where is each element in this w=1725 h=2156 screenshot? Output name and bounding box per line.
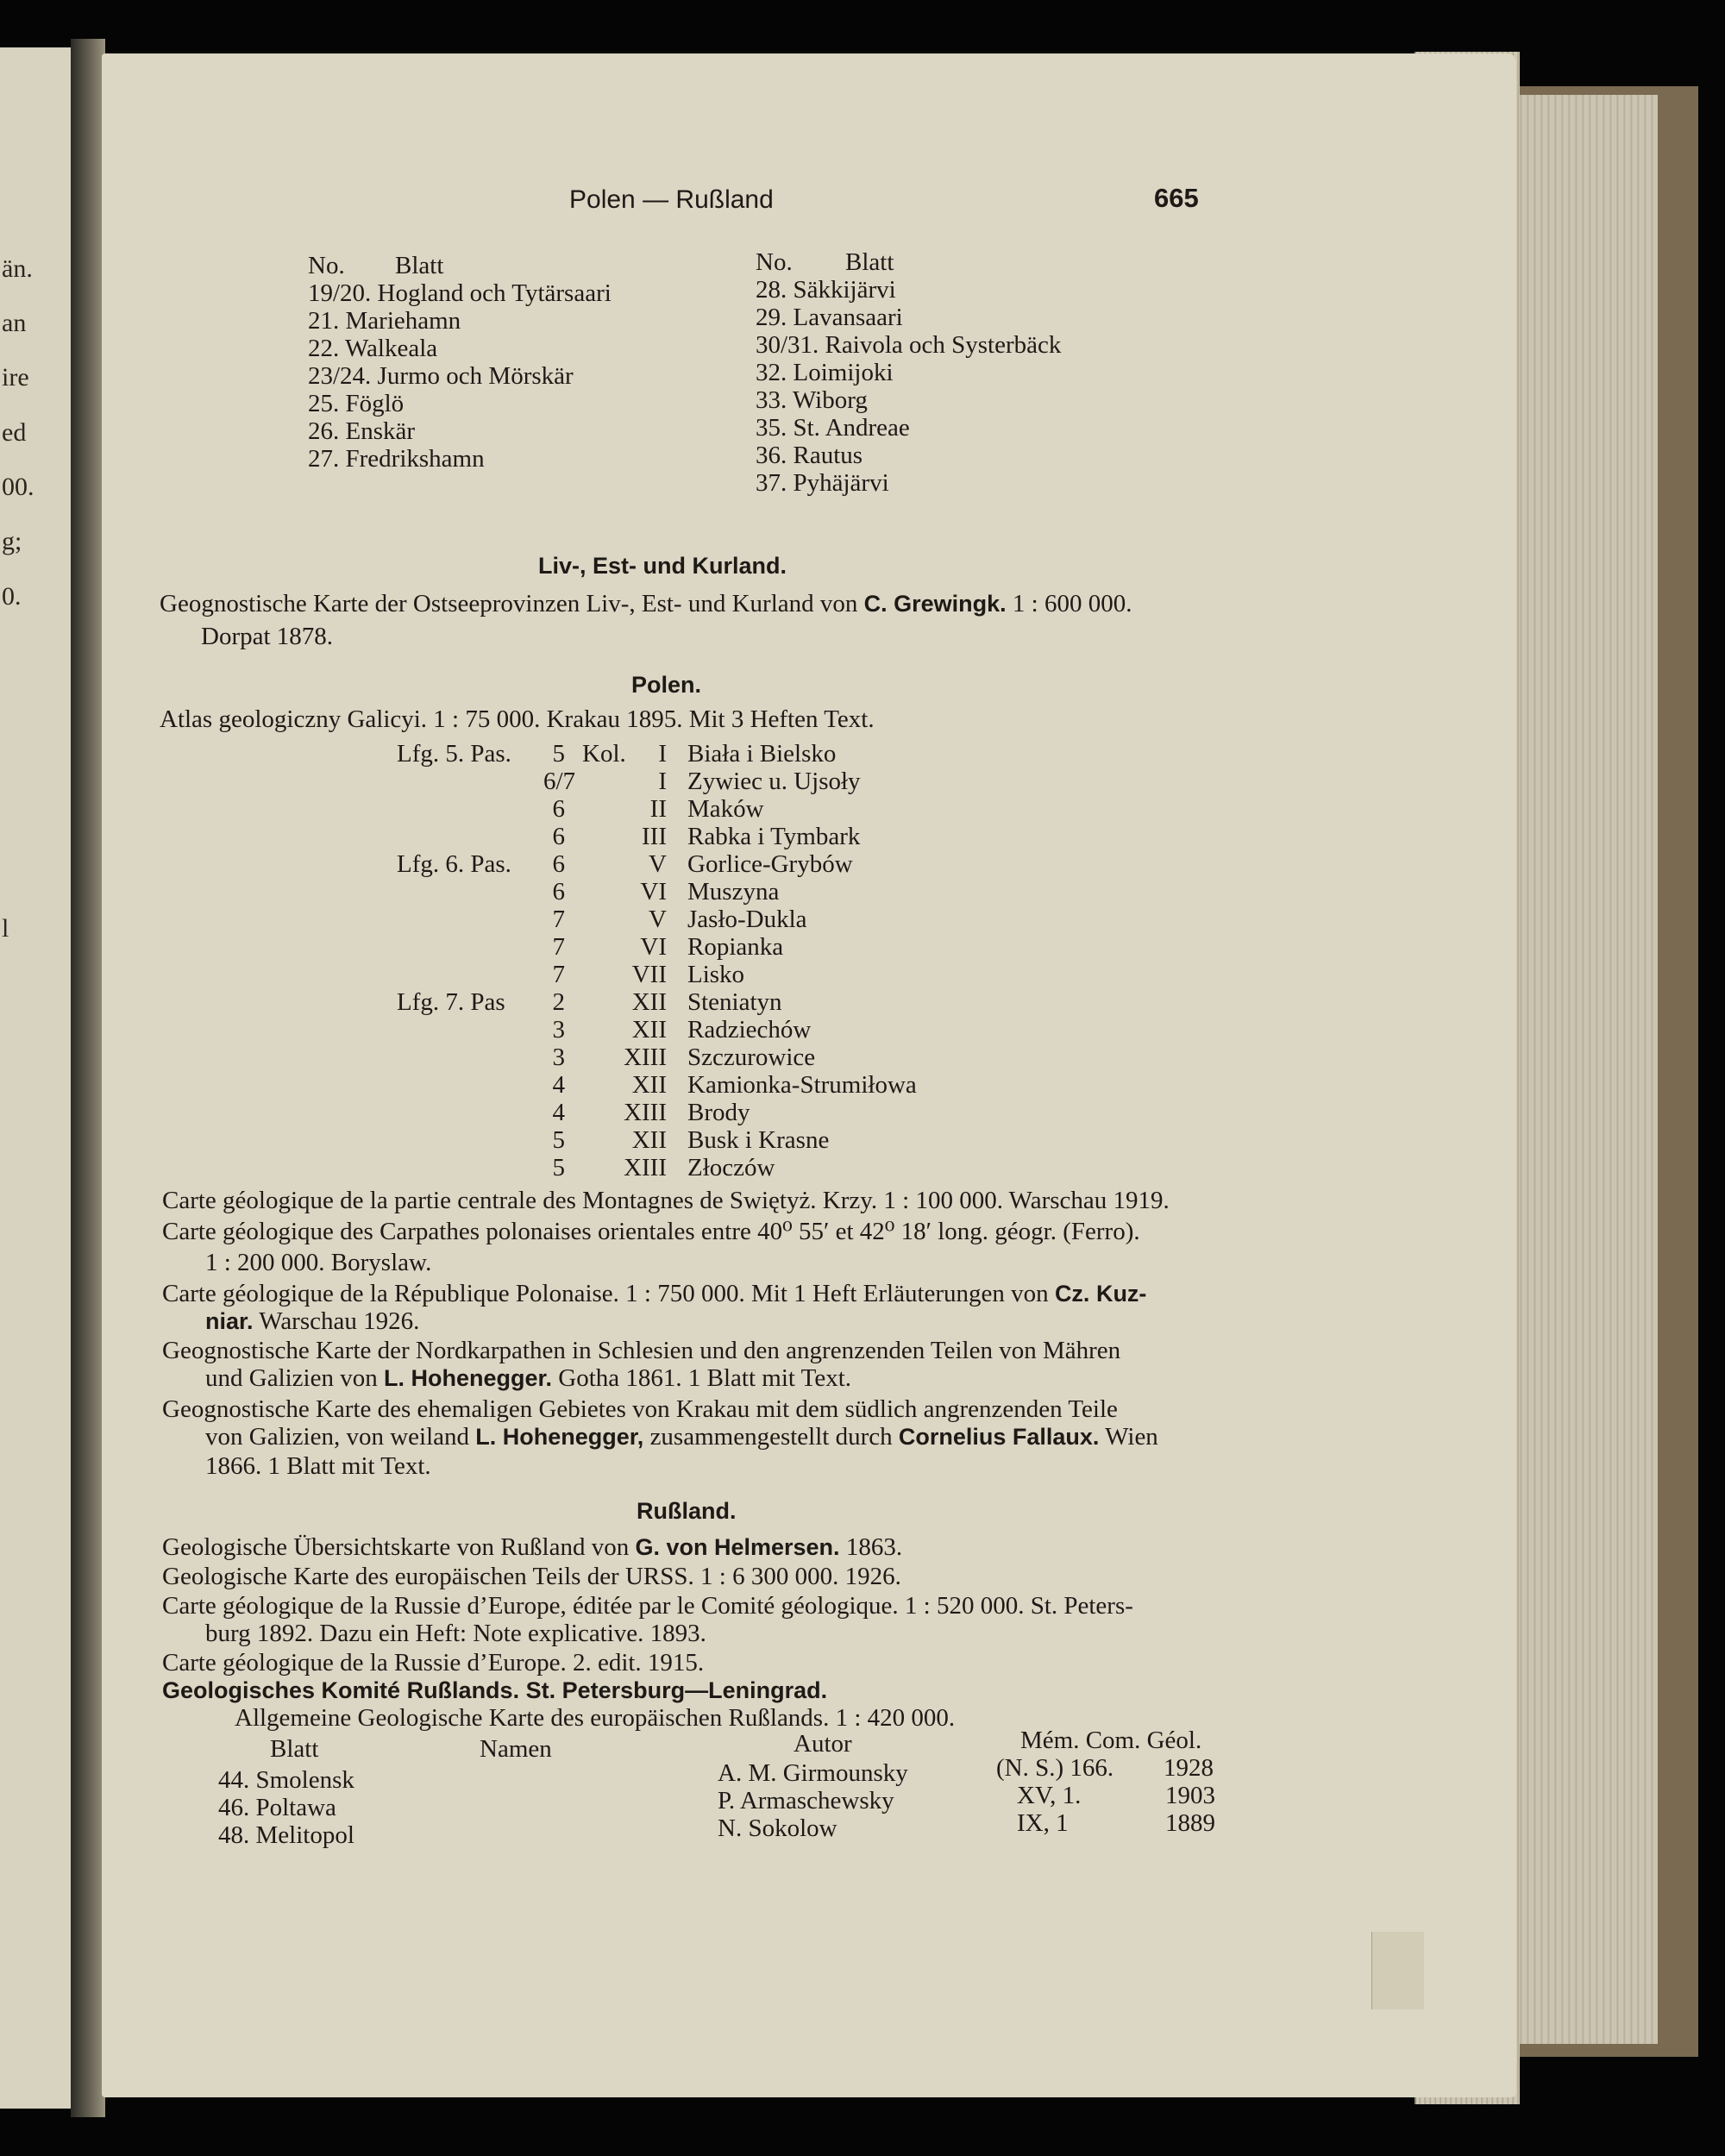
section-heading-livland: Liv-, Est- und Kurland. xyxy=(538,553,787,579)
sheet-name: Busk i Krasne xyxy=(687,1126,830,1154)
list-item: 25. Föglö xyxy=(308,390,405,417)
prev-page-fragment: 0. xyxy=(2,582,22,611)
sheet-kol: VII xyxy=(631,961,667,988)
sheet-pas: 7 xyxy=(552,961,565,988)
sheet-name: Muszyna xyxy=(687,878,780,906)
sheet-name: Maków xyxy=(687,795,764,823)
bib-entry: Geologisches Komité Rußlands. St. Petersburg—Leningrad. xyxy=(162,1677,828,1703)
sheet-name: Radziechów xyxy=(687,1016,812,1044)
entry-text: 1 : 600 000. xyxy=(1012,590,1132,617)
bib-entry: Carte géologique de la Russie d’Europe. 2. edit. 1915. xyxy=(162,1649,705,1677)
author-name: Cornelius Fallaux. xyxy=(898,1424,1100,1450)
sheet-name: Biała i Bielsko xyxy=(687,740,837,768)
list-item: 21. Mariehamn xyxy=(308,307,461,335)
sheet-kol: VI xyxy=(640,933,667,961)
bib-entry: Allgemeine Geologische Karte des europäischen Rußlands. 1 : 420 000. xyxy=(235,1704,956,1732)
bib-entry xyxy=(160,590,1132,617)
sheet-kol: XII xyxy=(631,1126,667,1154)
sheet-pas: 6 xyxy=(552,823,565,850)
list-item: 19/20. Hogland och Tytärsaari xyxy=(308,279,612,307)
previous-page-edge xyxy=(0,47,72,2109)
entry-text: von Galizien, von weiland xyxy=(205,1423,470,1451)
sheet-pas: 6 xyxy=(552,795,565,823)
prev-page-fragment: 00. xyxy=(2,473,34,501)
sheet-kol: XII xyxy=(631,1016,667,1044)
sheet-pas: 4 xyxy=(552,1099,565,1126)
sheet-kol: VI xyxy=(640,878,667,906)
list-item: 33. Wiborg xyxy=(756,386,868,414)
table-cell-blatt: 48. Melitopol xyxy=(218,1821,354,1849)
entry-text: 1866. 1 Blatt mit Text. xyxy=(205,1452,431,1480)
sheet-pas: 3 xyxy=(552,1044,565,1071)
table-cell-autor: A. M. Girmounsky xyxy=(718,1759,908,1787)
prev-page-fragment: ed xyxy=(2,418,27,447)
list-item: 29. Lavansaari xyxy=(756,304,903,331)
prev-page-fragment: l xyxy=(2,914,9,943)
bib-entry: Carte géologique de la partie centrale des Montagnes de Swiętyż. Krzy. 1 : 100 000. Warschau 1919. xyxy=(162,1187,1170,1214)
list-item: 35. St. Andreae xyxy=(756,414,910,442)
sheet-name: Rabka i Tymbark xyxy=(687,823,861,850)
entry-text: Carte géologique de la République Polonaise. 1 : 750 000. Mit 1 Heft Erläuterungen von xyxy=(162,1280,1049,1307)
bib-entry xyxy=(162,1280,1146,1307)
sheet-lfg: Lfg. 6. Pas. xyxy=(397,850,511,878)
list-item: 37. Pyhäjärvi xyxy=(756,469,889,497)
table-cell-autor: N. Sokolow xyxy=(718,1814,837,1842)
sheet-name: Steniatyn xyxy=(687,988,782,1016)
page-number: 665 xyxy=(1154,183,1199,213)
sheet-kol: V xyxy=(649,906,667,933)
prev-page-fragment: g; xyxy=(2,527,22,555)
sheet-lfg: Lfg. 7. Pas xyxy=(397,988,505,1016)
list-header-no: No. xyxy=(308,252,345,279)
list-item: 23/24. Jurmo och Mörskär xyxy=(308,362,574,390)
sheet-pas: 5 xyxy=(552,1126,565,1154)
section-heading-russland: Rußland. xyxy=(637,1498,737,1524)
table-cell-year: 1889 xyxy=(1165,1809,1215,1837)
sheet-kol: XIII xyxy=(624,1044,667,1071)
bib-entry: Carte géologique de la Russie d’Europe, éditée par le Comité géologique. 1 : 520 000. St. Peters- xyxy=(162,1592,1133,1620)
table-cell-year: 1928 xyxy=(1164,1754,1214,1782)
sheet-name: Jasło-Dukla xyxy=(687,906,807,933)
sheet-name: Złoczów xyxy=(687,1154,775,1181)
entry-line xyxy=(205,1307,419,1335)
entry-text: 1863. xyxy=(845,1533,903,1561)
sheet-name: Zywiec u. Ujsoły xyxy=(687,768,861,795)
entry-text: Gotha 1861. 1 Blatt mit Text. xyxy=(558,1364,852,1392)
sheet-kol: XII xyxy=(631,988,667,1016)
book-gutter xyxy=(71,39,105,2117)
sheet-pas: 4 xyxy=(552,1071,565,1099)
table-cell-mem: (N. S.) 166. xyxy=(996,1754,1114,1782)
sheet-kol: XIII xyxy=(624,1099,667,1126)
author-name: L. Hohenegger, xyxy=(475,1424,644,1450)
sheet-name: Szczurowice xyxy=(687,1044,816,1071)
table-cell-mem: IX, 1 xyxy=(1017,1809,1069,1837)
sheet-name: Ropianka xyxy=(687,933,784,961)
sheet-kol: III xyxy=(642,823,667,850)
bib-entry: Atlas geologiczny Galicyi. 1 : 75 000. Krakau 1895. Mit 3 Heften Text. xyxy=(160,705,875,733)
bib-entry: Geognostische Karte der Nordkarpathen in Schlesien und den angrenzenden Teilen von Mähren xyxy=(162,1337,1121,1364)
sheet-pas: 3 xyxy=(552,1016,565,1044)
sheet-pas: 5 xyxy=(552,740,565,768)
list-item: 27. Fredrikshamn xyxy=(308,445,485,473)
sheet-pas: 6/7 xyxy=(543,768,576,795)
sheet-kol: XIII xyxy=(624,1154,667,1181)
sheet-name: Brody xyxy=(687,1099,750,1126)
bib-entry xyxy=(162,1533,902,1561)
list-item: 22. Walkeala xyxy=(308,335,438,362)
list-item: 28. Säkkijärvi xyxy=(756,276,896,304)
book-block-edge xyxy=(1502,95,1658,2044)
bib-entry: Geologische Karte des europäischen Teils der URSS. 1 : 6 300 000. 1926. xyxy=(162,1563,901,1590)
list-header-blatt: Blatt xyxy=(845,248,894,276)
sheet-lfg: Lfg. 5. Pas. xyxy=(397,740,511,768)
list-item: 32. Loimijoki xyxy=(756,359,894,386)
sheet-pas: 6 xyxy=(552,878,565,906)
author-name: L. Hohenegger. xyxy=(383,1365,553,1391)
table-header-namen: Namen xyxy=(480,1735,552,1763)
sheet-kol: XII xyxy=(631,1071,667,1099)
sheet-pas: 7 xyxy=(552,906,565,933)
sheet-kol: I xyxy=(658,740,667,768)
table-cell-blatt: 46. Poltawa xyxy=(218,1794,336,1821)
section-heading-polen: Polen. xyxy=(631,672,702,698)
author-name: G. von Helmersen. xyxy=(635,1534,840,1560)
sheet-pas: 6 xyxy=(552,850,565,878)
entry-text: und Galizien von xyxy=(205,1364,378,1392)
entry-text: Wien xyxy=(1105,1423,1158,1451)
page-tab xyxy=(1371,1932,1424,2009)
list-header-no: No. xyxy=(756,248,793,276)
sheet-kol: I xyxy=(658,768,667,795)
table-cell-autor: P. Armaschewsky xyxy=(718,1787,894,1814)
entry-text: Geologische Übersichtskarte von Rußland von xyxy=(162,1533,630,1561)
author-name: Cz. Kuz- xyxy=(1054,1281,1147,1307)
entry-text: burg 1892. Dazu ein Heft: Note explicative. 1893. xyxy=(205,1620,706,1647)
sheet-pas: 2 xyxy=(552,988,565,1016)
sheet-pas: 5 xyxy=(552,1154,565,1181)
running-title: Polen — Rußland xyxy=(569,185,774,214)
table-cell-year: 1903 xyxy=(1165,1782,1215,1809)
entry-text: 1 : 200 000. Boryslaw. xyxy=(205,1249,432,1276)
author-name: niar. xyxy=(205,1308,254,1334)
sheet-kol-label: Kol. xyxy=(582,740,626,768)
bib-entry: Geognostische Karte des ehemaligen Gebietes von Krakau mit dem südlich angrenzenden Teile xyxy=(162,1395,1118,1423)
entry-text: zusammengestellt durch xyxy=(649,1423,893,1451)
entry-line xyxy=(205,1364,851,1392)
sheet-name: Gorlice-Grybów xyxy=(687,850,853,878)
entry-text: Geognostische Karte der Ostseeprovinzen Liv-, Est- und Kurland von xyxy=(160,590,858,617)
list-item: 36. Rautus xyxy=(756,442,863,469)
table-cell-blatt: 44. Smolensk xyxy=(218,1766,354,1794)
list-item: 26. Enskär xyxy=(308,417,416,445)
list-header-blatt: Blatt xyxy=(395,252,444,279)
table-header-mem: Mém. Com. Géol. xyxy=(1020,1727,1202,1754)
author-name: C. Grewingk. xyxy=(863,591,1007,617)
entry-text: Warschau 1926. xyxy=(259,1307,420,1335)
entry-text: Dorpat 1878. xyxy=(201,623,334,650)
entry-line xyxy=(205,1423,1158,1451)
sheet-kol: V xyxy=(649,850,667,878)
sheet-name: Kamionka-Strumiłowa xyxy=(687,1071,917,1099)
table-cell-mem: XV, 1. xyxy=(1017,1782,1082,1809)
prev-page-fragment: an xyxy=(2,309,27,337)
table-header-blatt: Blatt xyxy=(270,1735,319,1763)
list-item: 30/31. Raivola och Systerbäck xyxy=(756,331,1062,359)
sheet-name: Lisko xyxy=(687,961,745,988)
prev-page-fragment: än. xyxy=(2,254,33,283)
bib-entry: Carte géologique des Carpathes polonaises orientales entre 40⁰ 55′ et 42⁰ 18′ long. géogr. (Ferro). xyxy=(162,1218,1140,1245)
sheet-kol: II xyxy=(649,795,667,823)
table-header-autor: Autor xyxy=(794,1730,852,1758)
sheet-pas: 7 xyxy=(552,933,565,961)
prev-page-fragment: ire xyxy=(2,363,29,392)
